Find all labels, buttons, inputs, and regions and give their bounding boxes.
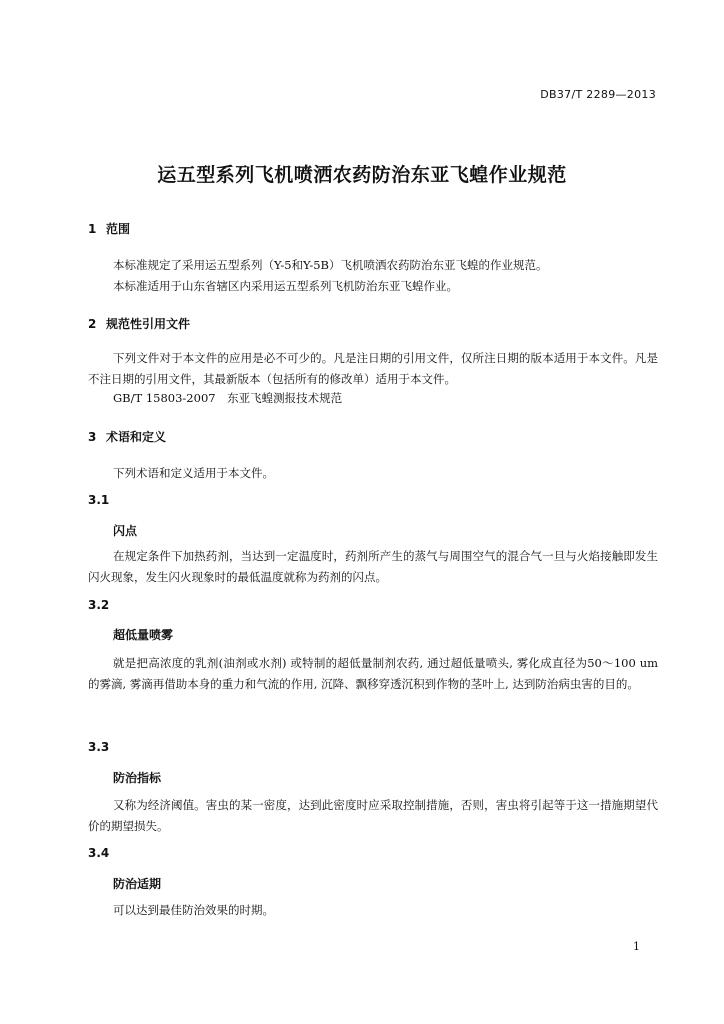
section-number: 2 [88, 317, 97, 331]
standard-number: DB37/T 2289—2013 [540, 88, 656, 101]
paragraph: 下列术语和定义适用于本文件。 [113, 466, 274, 480]
section-heading-normative-references [88, 315, 190, 332]
clause-number: 3.4 [88, 846, 110, 860]
section-title: 规范性引用文件 [106, 317, 191, 331]
term-control-threshold: 防治指标 [113, 771, 162, 785]
section-number: 3 [88, 430, 97, 444]
section-heading-terms [88, 428, 166, 445]
term-definition: 又称为经济阈值。害虫的某一密度，达到此密度时应采取控制措施，否则，害虫将引起等于这一措施期望代价的期望损失。 [88, 798, 658, 833]
document-title: 运五型系列飞机喷洒农药防治东亚飞蝗作业规范 [157, 164, 567, 186]
term-definition: 在规定条件下加热药剂，当达到一定温度时，药剂所产生的蒸气与周围空气的混合气一旦与火焰接触即发生闪火现象，发生闪火现象时的最低温度就称为药剂的闪点。 [88, 549, 658, 584]
section-title: 范围 [106, 222, 131, 236]
clause-number: 3.1 [88, 493, 110, 507]
paragraph: 本标准规定了采用运五型系列（Y-5和Y-5B）飞机喷洒农药防治东亚飞蝗的作业规范。 [113, 258, 548, 272]
reference-item: GB/T 15803-2007 东亚飞蝗测报技术规范 [113, 391, 343, 405]
page-number: 1 [633, 940, 640, 953]
paragraph: 本标准适用于山东省辖区内采用运五型系列飞机防治东亚飞蝗作业。 [113, 279, 458, 293]
clause-number: 3.2 [88, 598, 110, 612]
paragraph: 下列文件对于本文件的应用是必不可少的。凡是注日期的引用文件，仅所注日期的版本适用于本文件。凡是不注日期的引用文件，其最新版本（包括所有的修改单）适用于本文件。 [88, 351, 658, 386]
section-number: 1 [88, 222, 97, 236]
term-flash-point: 闪点 [113, 524, 138, 538]
term-control-period: 防治适期 [113, 877, 162, 891]
term-ulv-spray: 超低量喷雾 [113, 628, 174, 642]
term-definition: 可以达到最佳防治效果的时期。 [113, 903, 274, 917]
term-definition: 就是把高浓度的乳剂(油剂或水剂) 或特制的超低量制剂农药, 通过超低量喷头, 雾化成直径为50～100 um的雾滴, 雾滴再借助本身的重力和气流的作用, 沉降、飘移穿透沉积到作物的茎叶上, 达到防治病虫害的目的。 [88, 656, 658, 691]
section-title: 术语和定义 [106, 430, 167, 444]
clause-number: 3.3 [88, 740, 110, 754]
section-heading-scope [88, 220, 130, 237]
